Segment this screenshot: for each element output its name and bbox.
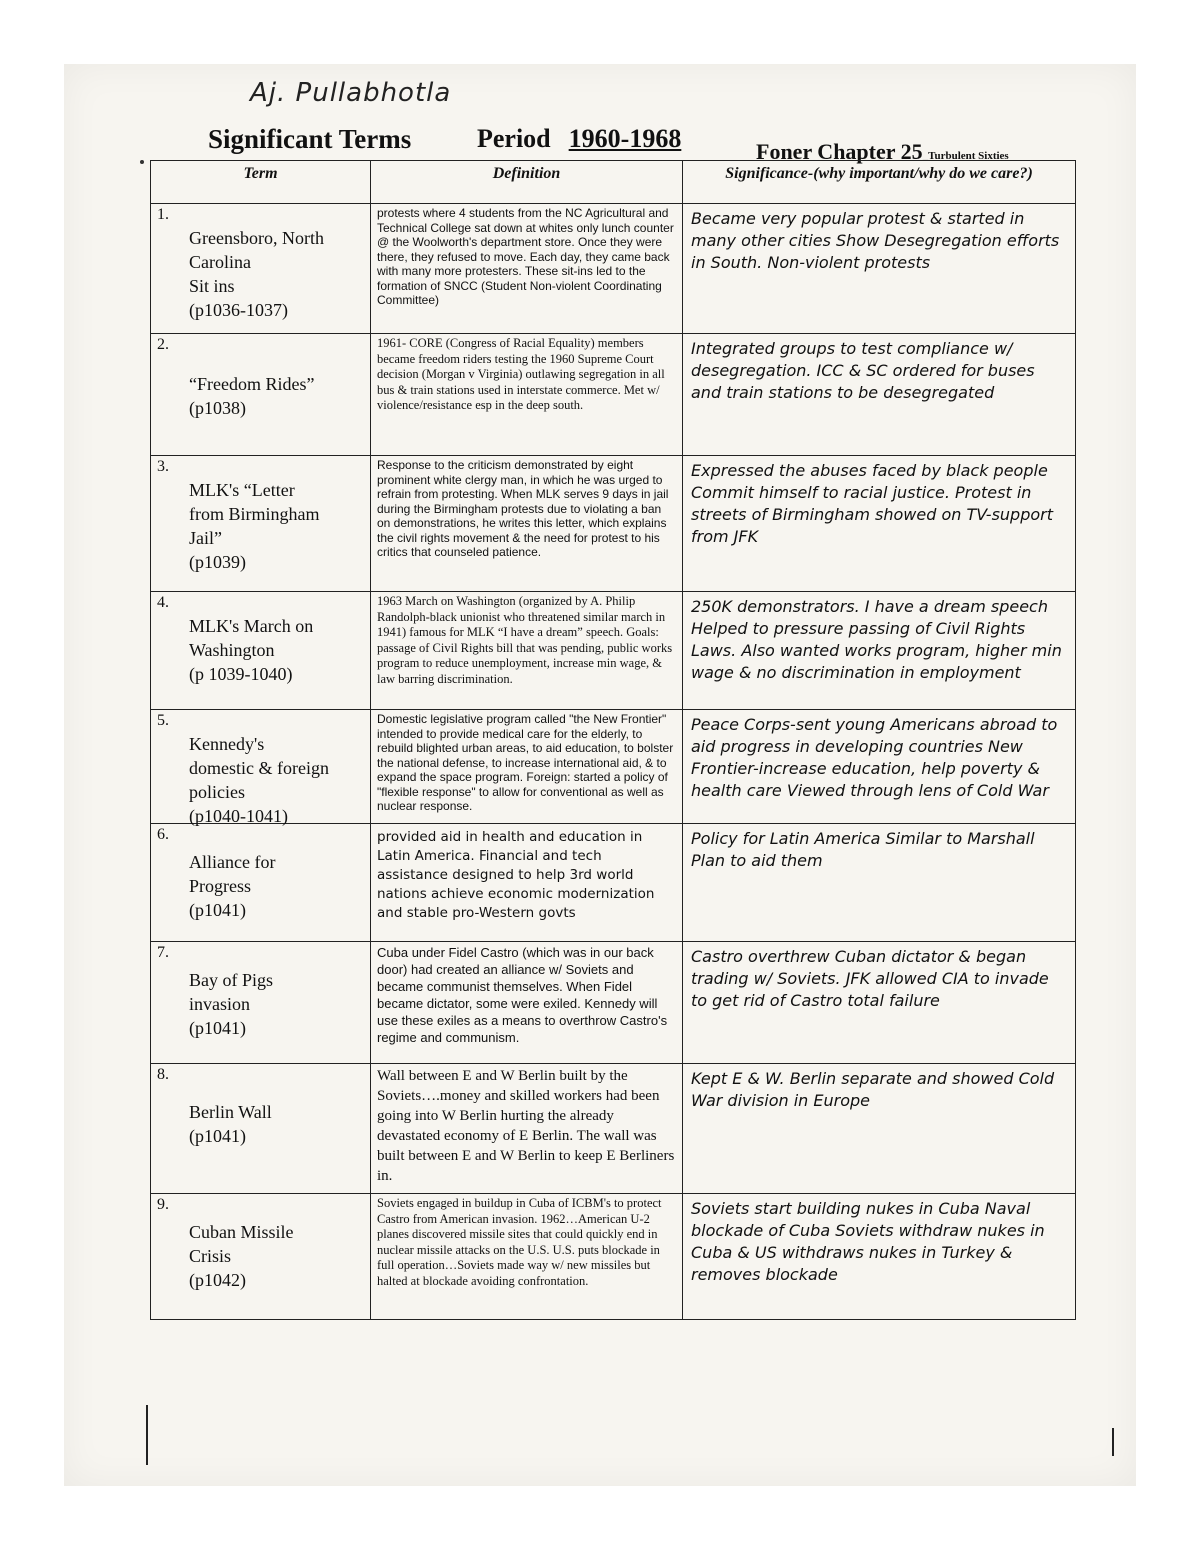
term-line: (p1040-1041)	[189, 806, 288, 826]
term-line: (p1041)	[189, 1126, 246, 1146]
term-line: from Birmingham	[189, 504, 320, 524]
term-text	[189, 850, 369, 922]
significance-cell-handwritten: Expressed the abuses faced by black people Commit himself to racial justice. Protest in streets of Birmingham showed on TV-support from JFK	[683, 456, 1076, 592]
term-line: Alliance for	[189, 852, 276, 872]
term-text	[189, 226, 369, 322]
term-line: Bay of Pigs	[189, 970, 274, 990]
row-number: 5.	[157, 712, 169, 729]
term-line: (p1041)	[189, 900, 246, 920]
definition-cell: Cuba under Fidel Castro (which was in our back door) had created an alliance w/ Soviets and became communist themselves. When Fidel became dictator, some were exiled. Kennedy will use these exiles as a means to overthrow Castro's regime and communism.	[371, 942, 683, 1064]
background-top	[0, 0, 1200, 64]
period-heading	[477, 124, 681, 154]
term-line: domestic & foreign	[189, 758, 329, 778]
term-line: Greensboro, North	[189, 228, 324, 248]
term-text	[189, 732, 369, 828]
margin-dot	[140, 160, 144, 164]
term-line: Carolina	[189, 252, 251, 272]
term-text	[189, 478, 369, 574]
term-line: (p1042)	[189, 1270, 246, 1290]
worksheet-title: Significant Terms	[208, 124, 412, 154]
table-row	[151, 942, 1076, 1064]
period-label: Period	[477, 124, 551, 153]
significance-cell-handwritten: Became very popular protest & started in many other cities Show Desegregation efforts in South. Non-violent protests	[683, 204, 1076, 334]
term-line: Sit ins	[189, 276, 235, 296]
term-text	[189, 1100, 369, 1148]
table-row	[151, 710, 1076, 824]
term-text	[189, 372, 369, 420]
significance-cell-handwritten: Kept E & W. Berlin separate and showed Cold War division in Europe	[683, 1064, 1076, 1194]
significance-cell-handwritten: Soviets start building nukes in Cuba Naval blockade of Cuba Soviets withdraw nukes in Cuba & US withdraws nukes in Turkey & removes blockade	[683, 1194, 1076, 1320]
term-line: policies	[189, 782, 245, 802]
row-number: 3.	[157, 458, 169, 475]
column-header-definition: Definition	[371, 161, 683, 204]
term-line: (p1036-1037)	[189, 300, 288, 320]
significance-cell-handwritten: Castro overthrew Cuban dictator & began trading w/ Soviets. JFK allowed CIA to invade to get rid of Castro total failure	[683, 942, 1076, 1064]
table-row	[151, 1064, 1076, 1194]
term-text	[189, 1220, 369, 1292]
term-line: (p1041)	[189, 1018, 246, 1038]
row-number: 4.	[157, 594, 169, 611]
table-row	[151, 204, 1076, 334]
row-number: 9.	[157, 1196, 169, 1213]
term-line: (p 1039-1040)	[189, 664, 293, 684]
term-cell	[151, 942, 371, 1064]
term-text	[189, 968, 369, 1040]
term-cell	[151, 824, 371, 942]
term-line: MLK's March on	[189, 616, 314, 636]
term-cell	[151, 1064, 371, 1194]
term-cell	[151, 710, 371, 824]
significance-cell-handwritten: Peace Corps-sent young Americans abroad to aid progress in developing countries New Frontier-increase education, help poverty & health care Viewed through lens of Cold War	[683, 710, 1076, 824]
table-row	[151, 456, 1076, 592]
term-line: Cuban Missile	[189, 1222, 294, 1242]
significance-cell-handwritten: Integrated groups to test compliance w/ desegregation. ICC & SC ordered for buses and train stations to be desegregated	[683, 334, 1076, 456]
period-years: 1960-1968	[568, 124, 682, 153]
row-number: 2.	[157, 336, 169, 353]
definition-cell: protests where 4 students from the NC Agricultural and Technical College sat down at whites only lunch counter @ the Woolworth's department store. Once they were there, they refused to move. Each day, they came back with many more protesters. These sit-ins led to the formation of SNCC (Student Non-violent Coordinating Committee)	[371, 204, 683, 334]
significance-cell-handwritten: 250K demonstrators. I have a dream speech Helped to pressure passing of Civil Rights Laws. Also wanted works program, higher min wage & no discrimination in employment	[683, 592, 1076, 710]
term-line: (p1038)	[189, 398, 246, 418]
chapter-subtitle: _Turbulent Sixties	[922, 150, 1009, 162]
term-line: Progress	[189, 876, 251, 896]
term-cell	[151, 204, 371, 334]
term-line: (p1039)	[189, 552, 246, 572]
column-header-term: Term	[151, 161, 371, 204]
definition-cell: Soviets engaged in buildup in Cuba of ICBM's to protect Castro from American invasion. 1962…American U-2 planes discovered missile sites that could quickly end in nuclear missile attacks on the U.S. U.S. puts blockade in full operation…Soviets made way w/ new missiles but halted at blockade avoiding confrontation.	[371, 1194, 683, 1320]
definition-cell: Response to the criticism demonstrated by eight prominent white clergy man, in which he was urged to refrain from protesting. When MLK serves 9 days in jail during the Birmingham protests due to violating a ban on demonstrations, he writes this letter, which explains the civil rights movement & the need for protest to his critics that counseled patience.	[371, 456, 683, 592]
table-row	[151, 334, 1076, 456]
definition-cell: Wall between E and W Berlin built by the Soviets….money and skilled workers had been going into W Berlin hurting the already devastated economy of E Berlin. The wall was built between E and W Berlin to keep E Berliners in.	[371, 1064, 683, 1194]
row-number: 8.	[157, 1066, 169, 1083]
term-line: Berlin Wall	[189, 1102, 272, 1122]
term-line: Washington	[189, 640, 275, 660]
term-line: invasion	[189, 994, 250, 1014]
definition-cell: 1963 March on Washington (organized by A. Philip Randolph-black unionist who threatened similar march in 1941) famous for MLK “I have a dream” speech. Goals: passage of Civil Rights bill that was pending, public works program to reduce unemployment, increase min wage, & law barring discrimination.	[371, 592, 683, 710]
term-line: Crisis	[189, 1246, 232, 1266]
definition-cell: provided aid in health and education in Latin America. Financial and tech assistance designed to help 3rd world nations achieve economic modernization and stable pro-Western govts	[371, 824, 683, 942]
term-cell	[151, 334, 371, 456]
table-row	[151, 592, 1076, 710]
table-row	[151, 1194, 1076, 1320]
term-line: “Freedom Rides”	[189, 374, 315, 394]
term-line: Kennedy's	[189, 734, 265, 754]
table-header-row	[151, 161, 1076, 204]
row-number: 6.	[157, 826, 169, 843]
row-number: 7.	[157, 944, 169, 961]
definition-cell: 1961- CORE (Congress of Racial Equality) members became freedom riders testing the 1960 Supreme Court decision (Morgan v Virginia) outlawing segregation in all bus & train stations used in interstate commerce. Met w/ violence/resistance esp in the deep south.	[371, 334, 683, 456]
table-row	[151, 824, 1076, 942]
term-cell	[151, 592, 371, 710]
column-header-significance: Significance-(why important/why do we care?)	[683, 161, 1076, 204]
background-bottom	[0, 1486, 1200, 1553]
term-line: Jail”	[189, 528, 222, 548]
term-cell	[151, 456, 371, 592]
significance-cell-handwritten: Policy for Latin America Similar to Marshall Plan to aid them	[683, 824, 1076, 942]
term-cell	[151, 1194, 371, 1320]
terms-table	[150, 160, 1076, 1320]
definition-cell: Domestic legislative program called "the New Frontier" intended to provide medical care for the elderly, to rebuild blighted urban areas, to aid education, to bolster the national defense, to increase international aid, & to expand the space program. Foreign: started a policy of "flexible response" to allow for conventional as well as nuclear response.	[371, 710, 683, 824]
page-edge-mark-left	[146, 1405, 148, 1465]
student-name-handwritten: Aj. Pullabhotla	[250, 78, 452, 108]
term-text	[189, 614, 369, 686]
row-number: 1.	[157, 206, 169, 223]
chapter-label: Foner Chapter 25	[756, 139, 923, 164]
term-line: MLK's “Letter	[189, 480, 295, 500]
page-edge-mark-right	[1112, 1428, 1114, 1456]
